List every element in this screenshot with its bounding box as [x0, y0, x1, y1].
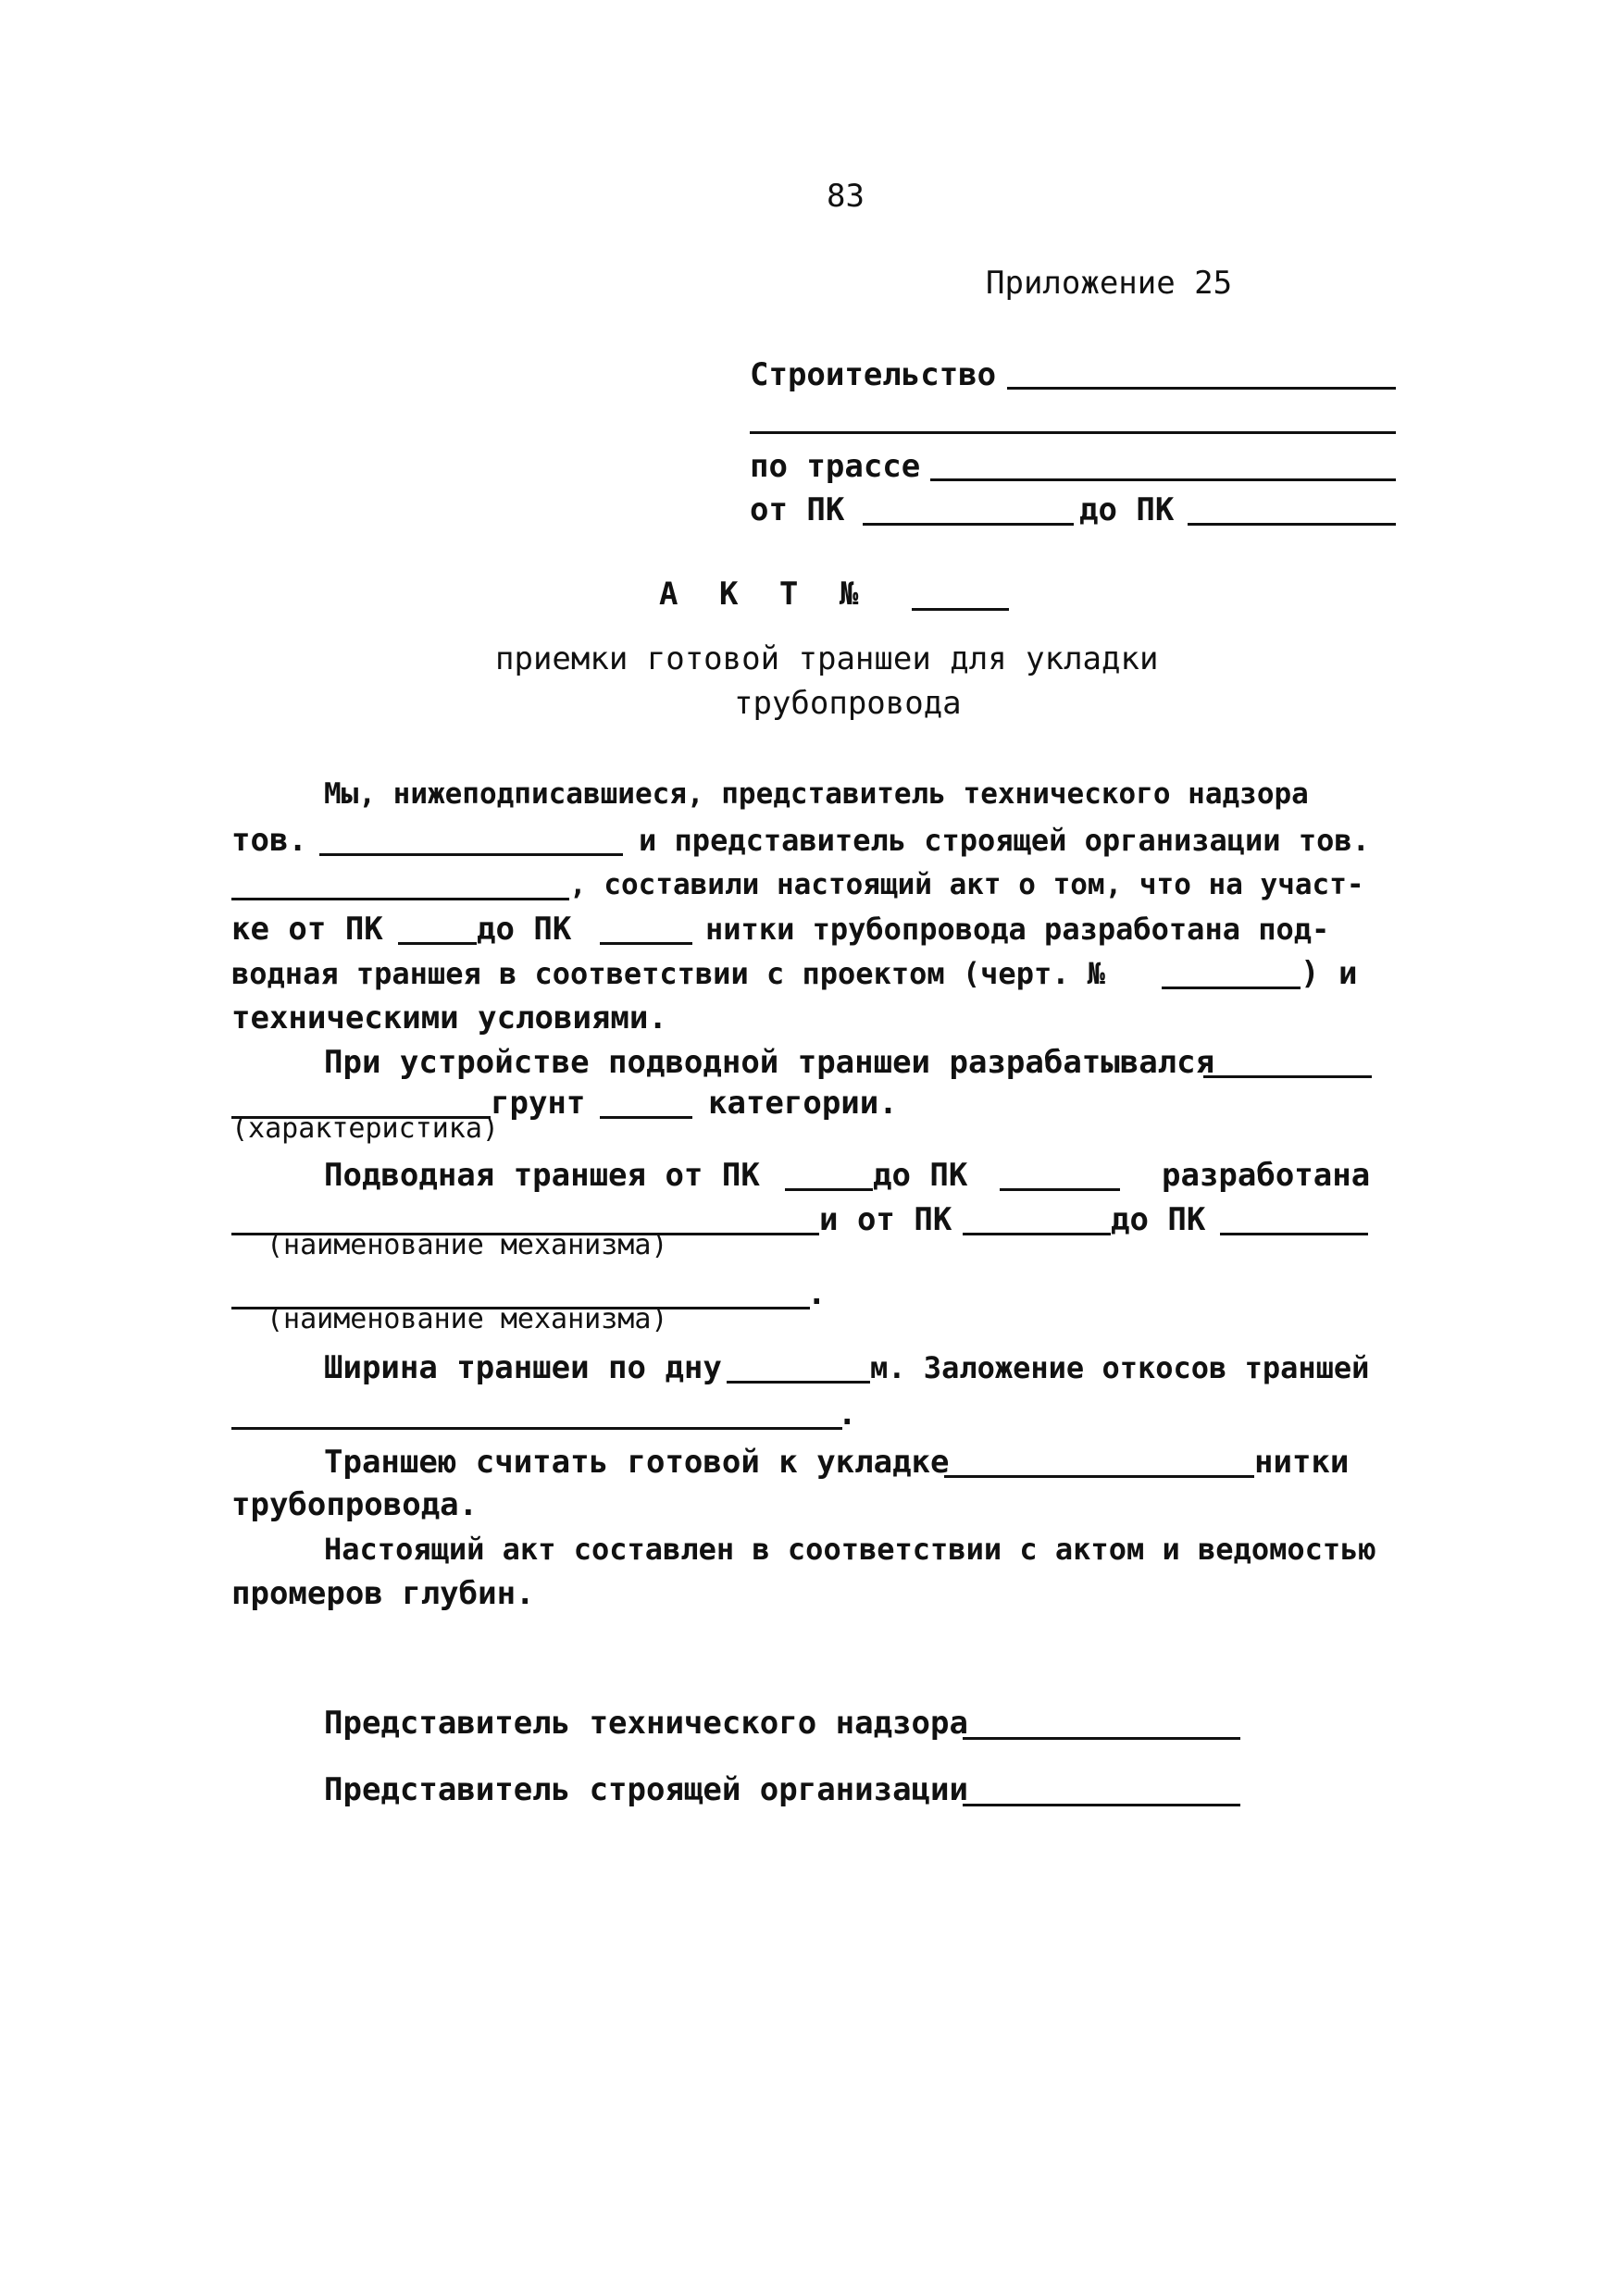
p1-line-2b: и представитель строящей организации тов.: [639, 823, 1370, 858]
p3-line-2a: и от ПК: [819, 1201, 952, 1238]
trench-width-blank[interactable]: [727, 1381, 870, 1384]
builder-name-blank[interactable]: [231, 898, 569, 900]
mechanism-2-caption: (наименование механизма): [267, 1303, 668, 1335]
p1-line-3: , составили настоящий акт о том, что на участ-: [569, 868, 1364, 901]
p2-line-2b: категории.: [708, 1085, 898, 1122]
tech-supervisor-name-blank[interactable]: [319, 853, 623, 856]
p4-end-period: .: [838, 1396, 857, 1433]
section-to-pk-blank[interactable]: [600, 942, 692, 945]
mechanism-1-caption: (наименование механизма): [267, 1229, 668, 1261]
p1-line-4a: ке от ПК: [231, 911, 383, 948]
p5-line-1a: Траншею считать готовой к укладке: [324, 1444, 950, 1481]
page-number: 83: [827, 178, 865, 215]
appendix-label: Приложение 25: [986, 265, 1233, 302]
from-pk-label: от ПК: [750, 491, 845, 528]
p3-line-1a: Подводная траншея от ПК: [324, 1157, 760, 1194]
p5-line-2: трубопровода.: [231, 1486, 479, 1523]
soil-category-blank[interactable]: [600, 1116, 692, 1119]
p2-line-2a: грунт: [491, 1085, 586, 1122]
construction-label: Строительство: [750, 356, 997, 393]
section-from-pk-blank[interactable]: [398, 942, 477, 945]
p3-line-1b: до ПК: [873, 1157, 968, 1194]
p3-end-period: .: [807, 1275, 827, 1312]
p1-line-6: техническими условиями.: [231, 999, 667, 1036]
p3-line-2b: до ПК: [1111, 1201, 1206, 1238]
p1-line-1: Мы, нижеподписавшиеся, представитель технического надзора: [324, 777, 1309, 811]
trench-2-from-pk-blank[interactable]: [963, 1233, 1111, 1235]
p4-line-1a: Ширина траншеи по дну: [324, 1349, 722, 1386]
trench-from-pk-blank[interactable]: [785, 1188, 873, 1191]
trench-to-pk-blank[interactable]: [1000, 1188, 1120, 1191]
signature-tech-supervision-blank[interactable]: [963, 1737, 1240, 1740]
drawing-number-blank[interactable]: [1162, 987, 1301, 989]
signature-construction-org-label: Представитель строящей организации: [324, 1771, 968, 1808]
p4-line-1b: м. Заложение откосов траншей: [870, 1350, 1370, 1385]
pipeline-thread-blank[interactable]: [944, 1475, 1254, 1478]
to-pk-blank[interactable]: [1188, 523, 1396, 526]
construction-blank-2[interactable]: [750, 431, 1396, 434]
act-subtitle-2: трубопровода: [734, 685, 962, 722]
from-pk-blank[interactable]: [863, 523, 1074, 526]
p6-line-1: Настоящий акт составлен в соответствии с актом и ведомостью: [324, 1532, 1376, 1567]
signature-tech-supervision-label: Представитель технического надзора: [324, 1705, 968, 1742]
to-pk-label: до ПК: [1079, 491, 1175, 528]
p1-line-4c: нитки трубопровода разработана под-: [705, 912, 1330, 947]
trench-2-to-pk-blank[interactable]: [1220, 1233, 1368, 1235]
p1-line-2a: тов.: [231, 822, 307, 859]
act-number-blank[interactable]: [912, 608, 1009, 611]
act-subtitle-1: приемки готовой траншеи для укладки: [495, 640, 1159, 677]
p1-line-5a: водная траншея в соответствии с проектом (черт. №: [231, 956, 1106, 991]
soil-type-blank[interactable]: [1203, 1075, 1372, 1078]
signature-construction-org-blank[interactable]: [963, 1804, 1240, 1806]
p1-line-4b: до ПК: [477, 911, 572, 948]
p6-line-2: промеров глубин.: [231, 1575, 535, 1612]
slope-blank[interactable]: [231, 1427, 842, 1430]
route-label: по трассе: [750, 448, 921, 485]
p5-line-1b: нитки: [1254, 1444, 1350, 1481]
act-title: А К Т №: [659, 576, 870, 613]
route-blank[interactable]: [930, 478, 1396, 481]
p2-line-1: При устройстве подводной траншеи разрабатывался: [324, 1044, 1215, 1081]
soil-characteristic-caption: (характеристика): [231, 1112, 499, 1145]
p1-line-5b: ) и: [1301, 955, 1358, 992]
construction-blank[interactable]: [1007, 387, 1396, 390]
p3-line-1c: разработана: [1162, 1157, 1371, 1194]
